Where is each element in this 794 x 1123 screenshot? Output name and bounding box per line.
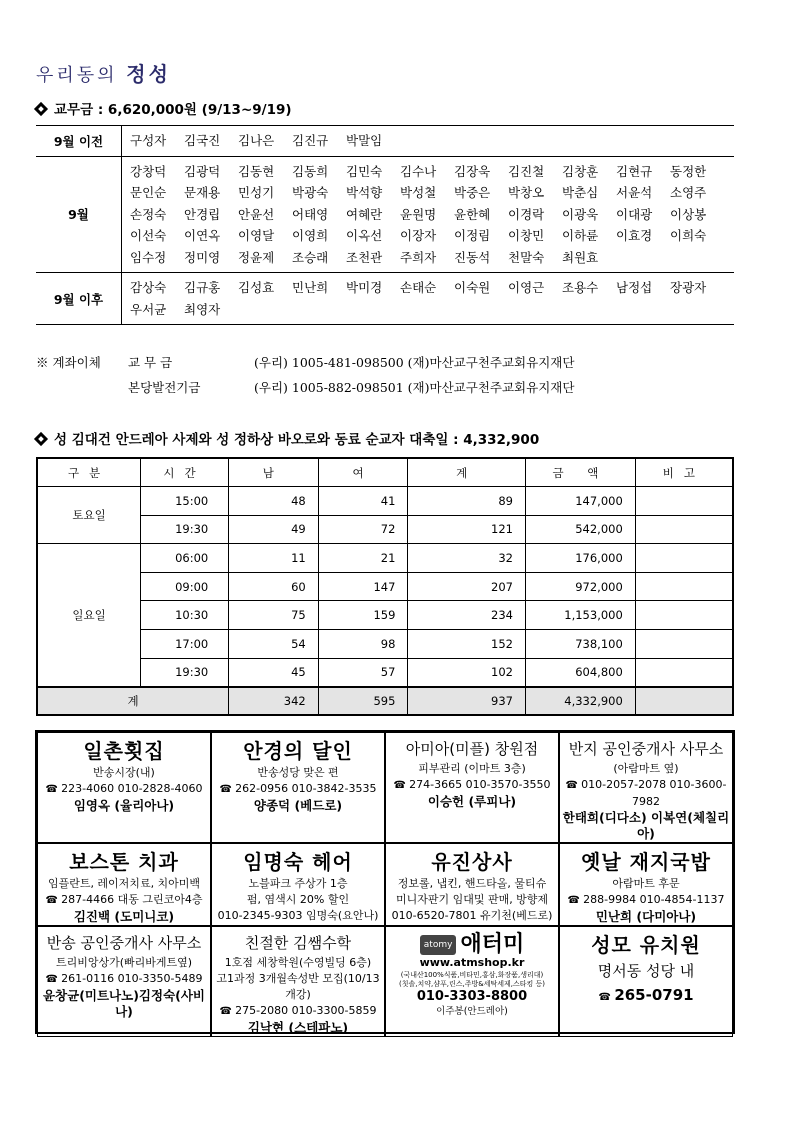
donor-name: 김진규 — [292, 133, 329, 148]
ad-box — [37, 732, 211, 843]
ad-person: 윤창균(미트나노)김정숙(사비나) — [42, 988, 206, 1019]
donor-name: 박광숙 — [292, 185, 329, 200]
donor-name: 최영자 — [184, 301, 221, 317]
donor-name: 천말숙 — [508, 249, 545, 265]
ad-desc: 펌, 염색시 20% 할인 — [246, 893, 350, 906]
ad-desc: 명서동 성당 내 — [597, 962, 695, 980]
ad-phone-line — [212, 1003, 384, 1020]
ad-header — [386, 932, 558, 957]
donor-name: 이연옥 — [184, 228, 221, 243]
ad-phone-line — [38, 892, 210, 909]
male-count: 54 — [228, 630, 318, 659]
phone-icon: ☎ — [45, 895, 62, 906]
ad-desc: 고1과정 3개월속성반 모집(10/13 개강) — [216, 972, 380, 1001]
donor-name: 민성기 — [238, 185, 275, 200]
table-row — [37, 630, 733, 659]
amount-cell: 972,000 — [526, 572, 636, 601]
donor-name: 동정한 — [670, 163, 707, 179]
ad-desc: 반송시장(내) — [93, 766, 155, 779]
donor-name: 정윤제 — [238, 249, 275, 265]
female-count: 57 — [318, 658, 408, 687]
ad-person: 김낙현 (스테파노) — [247, 1020, 349, 1035]
donor-name: 조용수 — [562, 280, 599, 295]
donor-name: 소영주 — [670, 185, 707, 200]
donor-name-line — [130, 204, 734, 226]
column-header: 계 — [408, 458, 526, 487]
donor-name: 김동현 — [238, 163, 275, 179]
donor-name: 문인순 — [130, 185, 167, 200]
ad-desc: (국내산100%식품,비타민,홍삼,화장품,생리대) — [400, 971, 544, 979]
total-count: 152 — [408, 630, 526, 659]
ad-box — [559, 843, 733, 926]
donor-name: 김광덕 — [184, 163, 221, 179]
donor-name-line — [130, 225, 734, 247]
table-row — [37, 544, 733, 573]
diamond-bullet-icon — [34, 432, 48, 446]
male-count: 75 — [228, 601, 318, 630]
ad-name: 아미아(미플) 창원점 — [405, 740, 539, 758]
ad-name: 안경의 달인 — [243, 739, 353, 763]
ad-phone-line — [560, 777, 732, 810]
donor-name: 안윤선 — [238, 206, 275, 222]
donor-name: 문재용 — [184, 185, 221, 200]
amount-cell: 176,000 — [526, 544, 636, 573]
day-cell: 일요일 — [37, 544, 141, 687]
note-cell — [635, 544, 733, 573]
total-count: 234 — [408, 601, 526, 630]
donor-name: 박중은 — [454, 185, 491, 200]
ad-name: 일촌횟집 — [83, 739, 165, 763]
time-cell: 15:00 — [141, 487, 229, 516]
ad-box — [211, 843, 385, 926]
donor-name: 강창덕 — [130, 163, 167, 179]
ad-phone: 287-4466 대동 그린코아4층 — [61, 893, 203, 906]
ad-person: 민난희 (다미아나) — [595, 909, 697, 924]
note-cell — [635, 515, 733, 544]
male-count: 60 — [228, 572, 318, 601]
ad-desc: (아람마트 옆) — [613, 762, 679, 775]
note-cell — [635, 487, 733, 516]
ad-desc: 트리비앙상가(빠리바게트옆) — [55, 956, 193, 969]
amount-total: 4,332,900 — [526, 687, 636, 716]
donor-row — [36, 157, 734, 274]
donor-name: 이광욱 — [562, 206, 599, 222]
mass-offering-table — [36, 457, 734, 716]
amount-cell: 604,800 — [526, 658, 636, 687]
time-cell: 09:00 — [141, 572, 229, 601]
donor-name: 손정숙 — [130, 206, 167, 222]
note-cell — [635, 658, 733, 687]
ad-phone: 261-0116 010-3350-5489 — [61, 972, 203, 985]
donor-period-label: 9월 이전 — [36, 126, 122, 156]
male-total: 342 — [228, 687, 318, 716]
ad-phone-line — [212, 908, 384, 924]
table-row — [37, 515, 733, 544]
column-header: 여 — [318, 458, 408, 487]
donor-name: 여혜란 — [346, 206, 383, 222]
ad-desc: (칫솔,치약,샴푸,린스,주방&세탁세제,스타킹 등) — [399, 980, 545, 988]
ad-desc: 노블파크 주상가 1층 — [248, 877, 348, 890]
account-transfer-info: ※ 계좌이체 교 무 금 (우리) 1005-481-098500 (재)마산교구천주교회유지재단 본당발전기금 (우리) 1005-882-098501 (재)마산교구천주교회유지재단 — [36, 355, 575, 395]
table-row — [37, 487, 733, 516]
donor-name: 김민숙 — [346, 163, 383, 179]
amount-cell: 738,100 — [526, 630, 636, 659]
donor-name: 남정섭 — [616, 280, 653, 295]
male-count: 48 — [228, 487, 318, 516]
donor-period-label: 9월 — [36, 157, 122, 273]
ad-phone: 288-9984 010-4854-1137 — [583, 893, 725, 906]
donor-name: 주희자 — [400, 249, 437, 265]
table-row — [37, 658, 733, 687]
time-cell: 19:30 — [141, 658, 229, 687]
donor-name: 장광자 — [670, 280, 707, 295]
donor-table — [36, 125, 734, 325]
donor-name: 이희숙 — [670, 228, 707, 243]
phone-icon: ☎ — [45, 784, 62, 795]
female-count: 72 — [318, 515, 408, 544]
ad-name: 보스톤 치과 — [69, 850, 179, 874]
ad-box — [385, 926, 559, 1037]
column-header: 구분 — [37, 458, 141, 487]
donor-name: 이정림 — [454, 228, 491, 243]
donor-name: 이경락 — [508, 206, 545, 222]
donor-name: 진동석 — [454, 249, 491, 265]
donor-name-line — [130, 277, 734, 299]
donor-name-line — [130, 299, 734, 321]
total-count: 32 — [408, 544, 526, 573]
ad-name: 친절한 김쌤수학 — [244, 934, 352, 952]
ad-phone: 010-2057-2078 010-3600-7982 — [581, 778, 727, 808]
ad-person: 한태희(디다소) 이복연(체칠리아) — [562, 810, 730, 841]
ad-box — [37, 926, 211, 1037]
donor-name: 이영달 — [238, 228, 275, 243]
ad-desc: 반송성당 맞은 편 — [257, 766, 339, 779]
donor-name: 이효경 — [616, 228, 653, 243]
note-cell — [635, 572, 733, 601]
column-header: 비고 — [635, 458, 733, 487]
time-cell: 10:30 — [141, 601, 229, 630]
donor-row — [36, 273, 734, 324]
ad-name: 반송 공인중개사 사무소 — [46, 934, 202, 952]
ad-phone: 274-3665 010-3570-3550 — [409, 778, 551, 791]
ad-phone-line — [560, 892, 732, 909]
female-count: 147 — [318, 572, 408, 601]
column-header: 남 — [228, 458, 318, 487]
section-title: 우리동의 정성 — [36, 62, 171, 86]
ad-phone: 265-0791 — [614, 986, 694, 1004]
donor-name: 박말임 — [346, 133, 383, 148]
donor-name: 박창오 — [508, 185, 545, 200]
ad-desc: 1호점 세창학원(수영빌딩 6층) — [224, 956, 372, 969]
time-cell: 19:30 — [141, 515, 229, 544]
donor-name: 김나은 — [238, 133, 275, 148]
female-count: 159 — [318, 601, 408, 630]
atomy-logo-icon: atomy — [420, 935, 457, 955]
donor-name: 이선숙 — [130, 228, 167, 243]
donor-name: 손태순 — [400, 280, 437, 295]
donor-name-line — [130, 182, 734, 204]
note-cell — [635, 630, 733, 659]
donor-name: 김진철 — [508, 163, 545, 179]
donor-name: 이영근 — [508, 280, 545, 295]
column-header: 금 액 — [526, 458, 636, 487]
ad-person: 임영옥 (율리아나) — [73, 798, 175, 813]
donor-row — [36, 126, 734, 157]
ad-phone-line — [386, 908, 558, 924]
ad-website: www.atmshop.kr — [419, 956, 525, 969]
phone-icon: ☎ — [598, 992, 615, 1003]
offering-heading: 교무금 : 6,620,000원 (9/13~9/19) — [34, 98, 292, 118]
ad-phone-line — [38, 971, 210, 988]
ad-phone: 275-2080 010-3300-5859 — [235, 1004, 377, 1017]
donor-name: 어태영 — [292, 206, 329, 222]
donor-name: 이숙원 — [454, 280, 491, 295]
donor-names — [122, 273, 734, 324]
ad-person: 양종덕 (베드로) — [253, 798, 343, 813]
male-count: 49 — [228, 515, 318, 544]
ad-name: 애터미 — [460, 932, 525, 957]
donor-name: 이장자 — [400, 228, 437, 243]
ad-name: 옛날 재지국밥 — [581, 850, 711, 874]
donor-name: 박성철 — [400, 185, 437, 200]
total-row — [37, 687, 733, 716]
donor-name: 김현규 — [616, 163, 653, 179]
ad-phone-line — [560, 987, 732, 1006]
donor-name: 김국진 — [184, 133, 221, 148]
time-cell: 17:00 — [141, 630, 229, 659]
male-count: 45 — [228, 658, 318, 687]
donor-name: 박미경 — [346, 280, 383, 295]
donor-name: 서윤석 — [616, 185, 653, 200]
ad-box — [385, 732, 559, 843]
female-count: 98 — [318, 630, 408, 659]
donor-name: 윤원명 — [400, 206, 437, 222]
female-count: 41 — [318, 487, 408, 516]
total-label: 계 — [37, 687, 228, 716]
donor-name-line — [130, 130, 734, 152]
donor-name: 이상봉 — [670, 206, 707, 222]
grand-total-count: 937 — [408, 687, 526, 716]
ad-desc: 미니자판기 임대및 판매, 방향제 — [395, 893, 549, 906]
table-row — [37, 572, 733, 601]
donor-name: 조승래 — [292, 249, 329, 265]
amount-cell: 1,153,000 — [526, 601, 636, 630]
donor-name: 이하륜 — [562, 228, 599, 243]
donor-name: 박석향 — [346, 185, 383, 200]
donor-name: 구성자 — [130, 133, 167, 148]
donor-name: 이옥선 — [346, 228, 383, 243]
ad-phone: 010-3303-8800 — [416, 989, 528, 1004]
amount-cell: 542,000 — [526, 515, 636, 544]
ad-phone-line — [386, 777, 558, 794]
donor-name: 조천관 — [346, 249, 383, 265]
ad-desc: 아람마트 후문 — [612, 877, 680, 890]
ad-name: 성모 유치원 — [591, 933, 701, 957]
donor-name: 김장욱 — [454, 163, 491, 179]
donor-name: 이영희 — [292, 228, 329, 243]
phone-icon: ☎ — [45, 974, 62, 985]
diamond-bullet-icon — [34, 102, 48, 116]
ad-phone-line — [38, 781, 210, 798]
amount-cell: 147,000 — [526, 487, 636, 516]
donor-name: 김수나 — [400, 163, 437, 179]
donor-name: 안경립 — [184, 206, 221, 222]
day-cell: 토요일 — [37, 487, 141, 544]
donor-name: 윤한혜 — [454, 206, 491, 222]
donor-period-label: 9월 이후 — [36, 273, 122, 324]
ad-person: 김진백 (도미니코) — [73, 909, 175, 924]
male-count: 11 — [228, 544, 318, 573]
phone-icon: ☎ — [565, 780, 582, 791]
donor-name: 이창민 — [508, 228, 545, 243]
phone-icon: ☎ — [567, 895, 584, 906]
ad-phone: 262-0956 010-3842-3535 — [235, 782, 377, 795]
female-count: 21 — [318, 544, 408, 573]
note-cell — [635, 687, 733, 716]
donor-name: 정미영 — [184, 249, 221, 265]
donor-name: 이대광 — [616, 206, 653, 222]
ad-box — [37, 843, 211, 926]
ads-grid — [35, 730, 735, 1034]
donor-name-line — [130, 161, 734, 183]
column-header: 시간 — [141, 458, 229, 487]
donor-name: 임수정 — [130, 249, 167, 265]
time-cell: 06:00 — [141, 544, 229, 573]
ad-phone: 010-2345-9303 임명숙(요안나) — [217, 909, 379, 922]
ad-name: 임명숙 헤어 — [243, 850, 353, 874]
donor-name: 감상숙 — [130, 280, 167, 295]
ad-box — [559, 732, 733, 843]
phone-icon: ☎ — [393, 780, 410, 791]
donor-name: 최원효 — [562, 249, 599, 265]
donor-names — [122, 157, 734, 273]
ad-desc: 임플란트, 레이저치료, 치아미백 — [47, 877, 201, 890]
donor-name: 김창훈 — [562, 163, 599, 179]
donor-name: 김동희 — [292, 163, 329, 179]
ad-box — [211, 732, 385, 843]
ad-box — [211, 926, 385, 1037]
donor-name: 김규홍 — [184, 280, 221, 295]
donor-name-line — [130, 247, 734, 269]
ad-box — [559, 926, 733, 1037]
ad-name: 반지 공인중개사 사무소 — [568, 740, 724, 758]
female-total: 595 — [318, 687, 408, 716]
total-count: 102 — [408, 658, 526, 687]
phone-icon: ☎ — [219, 1006, 236, 1017]
ad-box — [385, 843, 559, 926]
donor-name: 민난희 — [292, 280, 329, 295]
total-count: 121 — [408, 515, 526, 544]
ad-phone: 010-6520-7801 유기천(베드로) — [391, 909, 553, 922]
ad-person: 이주봉(안드레아) — [436, 1006, 508, 1017]
feast-heading: 성 김대건 안드레아 사제와 성 정하상 바오로와 동료 순교자 대축일 : 4,332,900 — [34, 428, 539, 448]
ad-name: 유진상사 — [431, 850, 513, 874]
phone-icon: ☎ — [219, 784, 236, 795]
ad-desc: 피부관리 (이마트 3층) — [418, 762, 526, 775]
donor-names — [122, 126, 734, 156]
total-count: 89 — [408, 487, 526, 516]
ad-phone: 223-4060 010-2828-4060 — [61, 782, 203, 795]
donor-name: 김성효 — [238, 280, 275, 295]
table-row — [37, 601, 733, 630]
ad-person: 이승헌 (루피나) — [427, 794, 517, 809]
ad-phone-line — [212, 781, 384, 798]
note-cell — [635, 601, 733, 630]
ad-desc: 정보롤, 냅킨, 핸드타올, 물티슈 — [397, 877, 547, 890]
donor-name: 우서균 — [130, 301, 167, 317]
donor-name: 박춘심 — [562, 185, 599, 200]
total-count: 207 — [408, 572, 526, 601]
